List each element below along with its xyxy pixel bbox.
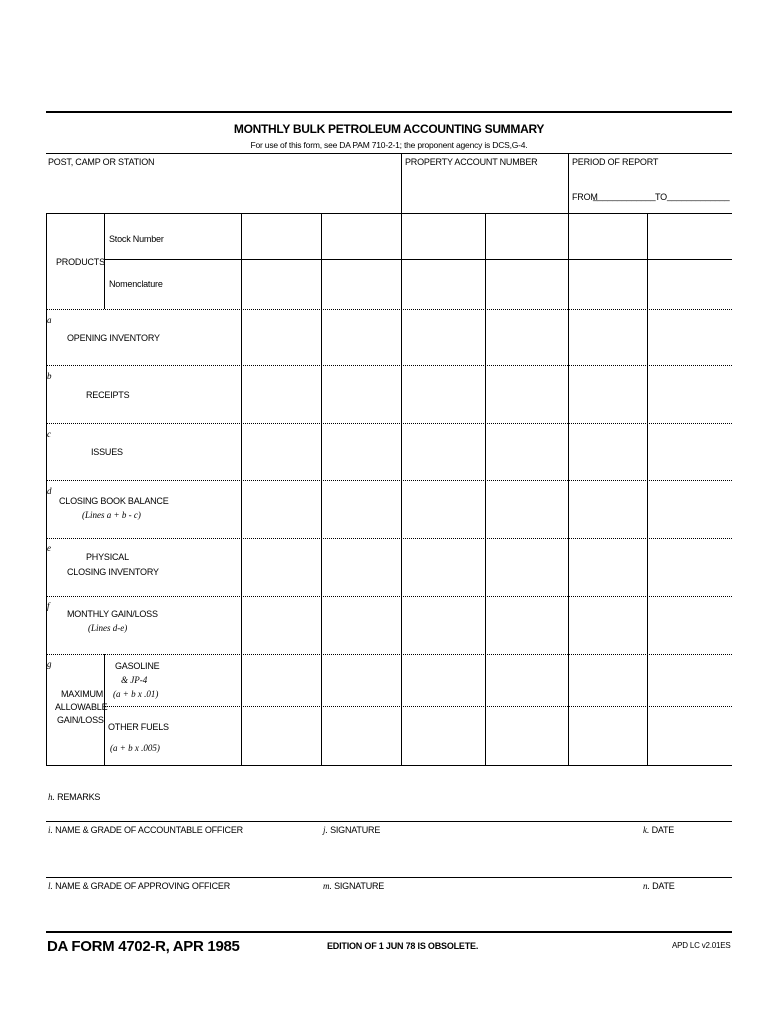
monthly-gain-loss-cell[interactable] (402, 597, 484, 653)
physical-closing-inventory-cell[interactable] (486, 539, 567, 595)
other-fuels-label: OTHER FUELS (108, 722, 169, 732)
physical-closing-inventory-cell[interactable] (322, 539, 400, 595)
max-gain-loss-gasoline-cell[interactable] (402, 655, 484, 705)
row-d-letter: d (47, 486, 52, 496)
max-gain-loss-gasoline-cell[interactable] (569, 655, 646, 705)
row-a-letter: a (47, 315, 52, 325)
stock-number-cell[interactable] (486, 214, 567, 258)
k-text: DATE (651, 825, 675, 835)
closing-book-balance-cell[interactable] (569, 481, 646, 537)
nomenclature-cell[interactable] (402, 260, 484, 308)
receipts-cell[interactable] (569, 366, 646, 422)
l-text: NAME & GRADE OF APPROVING OFFICER (55, 881, 231, 891)
row-g-letter: g (47, 659, 52, 669)
receipts-cell[interactable] (242, 366, 320, 422)
issues-label: ISSUES (91, 447, 123, 457)
opening-inventory-cell[interactable] (322, 310, 400, 364)
closing-book-balance-label: CLOSING BOOK BALANCE (59, 496, 169, 506)
post-camp-station-label: POST, CAMP OR STATION (48, 157, 155, 167)
date-label-k (643, 825, 674, 836)
receipts-cell[interactable] (486, 366, 567, 422)
m-text: SIGNATURE (334, 881, 385, 891)
accountable-officer-label (48, 825, 243, 836)
opening-inventory-cell[interactable] (648, 310, 731, 364)
physical-closing-inventory-cell[interactable] (402, 539, 484, 595)
monthly-gain-loss-cell[interactable] (486, 597, 567, 653)
row-e-letter: e (47, 543, 51, 553)
closing-book-balance-cell[interactable] (648, 481, 731, 537)
footer-top-border (46, 931, 732, 933)
approving-officer-label (48, 881, 230, 892)
opening-inventory-label: OPENING INVENTORY (67, 333, 160, 343)
max-gain-loss-other-cell[interactable] (648, 707, 731, 764)
monthly-gain-loss-cell[interactable] (242, 597, 320, 653)
monthly-gain-loss-label: MONTHLY GAIN/LOSS (67, 609, 158, 619)
max-gain-loss-gasoline-cell[interactable] (648, 655, 731, 705)
signature-label-m (323, 881, 384, 892)
jp4-label: & JP-4 (121, 675, 148, 685)
stock-number-cell[interactable] (569, 214, 646, 258)
approving-date-field[interactable] (642, 892, 732, 930)
max-gain-loss-other-cell[interactable] (569, 707, 646, 764)
version-label: APD LC v2.01ES (672, 941, 731, 950)
physical-closing-inventory-cell[interactable] (648, 539, 731, 595)
accountable-officer-field[interactable] (46, 836, 316, 876)
closing-book-balance-cell[interactable] (402, 481, 484, 537)
form-number: DA FORM 4702-R, APR 1985 (47, 938, 240, 955)
nomenclature-cell[interactable] (486, 260, 567, 308)
receipts-cell[interactable] (322, 366, 400, 422)
closing-book-balance-formula: (Lines a + b - c) (82, 510, 141, 520)
issues-cell[interactable] (402, 424, 484, 479)
sig1-top-line (46, 821, 732, 822)
monthly-gain-loss-cell[interactable] (648, 597, 731, 653)
j-text: SIGNATURE (330, 825, 381, 835)
monthly-gain-loss-formula: (Lines d-e) (88, 623, 128, 633)
row-c-letter: c (47, 429, 51, 439)
nomenclature-cell[interactable] (648, 260, 731, 308)
from-field[interactable]: _____________ (593, 191, 656, 201)
k-letter: k. (643, 825, 650, 835)
i-letter: i. (48, 825, 53, 835)
stock-number-cell[interactable] (242, 214, 320, 258)
max-gain-loss-gasoline-cell[interactable] (322, 655, 400, 705)
i-text: NAME & GRADE OF ACCOUNTABLE OFFICER (55, 825, 243, 835)
form-title: MONTHLY BULK PETROLEUM ACCOUNTING SUMMARY (233, 122, 545, 136)
nomenclature-cell[interactable] (242, 260, 320, 308)
other-fuels-formula: (a + b x .005) (110, 743, 160, 753)
property-account-label: PROPERTY ACCOUNT NUMBER (405, 157, 538, 167)
physical-closing-inventory-cell[interactable] (242, 539, 320, 595)
gasoline-formula: (a + b x .01) (113, 689, 159, 699)
max-gain-loss-other-cell[interactable] (322, 707, 400, 764)
allowable-label: ALLOWABLE (55, 702, 108, 712)
issues-cell[interactable] (486, 424, 567, 479)
physical-label: PHYSICAL (86, 552, 129, 562)
receipts-cell[interactable] (402, 366, 484, 422)
closing-book-balance-cell[interactable] (242, 481, 320, 537)
stock-number-cell[interactable] (322, 214, 400, 258)
gasoline-label: GASOLINE (115, 661, 160, 671)
remarks-letter: h. (48, 792, 55, 802)
stock-number-label: Stock Number (109, 234, 164, 244)
maximum-label: MAXIMUM (61, 689, 104, 699)
products-label: PRODUCTS (56, 257, 105, 267)
max-gain-loss-gasoline-cell[interactable] (242, 655, 320, 705)
n-letter: n. (643, 881, 650, 891)
issues-cell[interactable] (569, 424, 646, 479)
nomenclature-cell[interactable] (569, 260, 646, 308)
closing-inventory-label: CLOSING INVENTORY (67, 567, 159, 577)
issues-cell[interactable] (322, 424, 400, 479)
signature-label-j (323, 825, 380, 836)
post-camp-station-field[interactable] (46, 168, 400, 212)
receipts-cell[interactable] (648, 366, 731, 422)
from-label: FROM (572, 192, 598, 202)
edition-notice: EDITION OF 1 JUN 78 IS OBSOLETE. (327, 941, 479, 951)
row-b-letter: b (47, 371, 52, 381)
accountable-date-field[interactable] (642, 836, 732, 876)
max-gain-loss-gasoline-cell[interactable] (486, 655, 567, 705)
opening-inventory-cell[interactable] (402, 310, 484, 364)
to-field[interactable]: _____________ (667, 191, 730, 201)
to-label: TO (655, 192, 667, 202)
opening-inventory-cell[interactable] (486, 310, 567, 364)
remarks-text: REMARKS (57, 792, 101, 802)
j-letter: j. (323, 825, 328, 835)
header-top-line (46, 153, 732, 154)
approving-officer-field[interactable] (46, 892, 316, 930)
max-gain-loss-other-cell[interactable] (242, 707, 320, 764)
issues-cell[interactable] (648, 424, 731, 479)
header-divider-2 (568, 153, 569, 213)
date-label-n (643, 881, 675, 892)
n-text: DATE (652, 881, 675, 891)
opening-inventory-cell[interactable] (569, 310, 646, 364)
monthly-gain-loss-cell[interactable] (322, 597, 400, 653)
issues-cell[interactable] (242, 424, 320, 479)
l-letter: l. (48, 881, 53, 891)
stock-number-cell[interactable] (648, 214, 731, 258)
monthly-gain-loss-cell[interactable] (569, 597, 646, 653)
max-gain-loss-other-cell[interactable] (486, 707, 567, 764)
period-of-report-label: PERIOD OF REPORT (572, 157, 659, 167)
remarks-field[interactable] (46, 766, 732, 820)
row-f-letter: f (47, 601, 50, 611)
nomenclature-cell[interactable] (322, 260, 400, 308)
accountable-signature-field[interactable] (322, 836, 637, 876)
receipts-label: RECEIPTS (86, 390, 130, 400)
approving-signature-field[interactable] (322, 892, 637, 930)
closing-book-balance-cell[interactable] (486, 481, 567, 537)
gain-loss-label: GAIN/LOSS (57, 715, 104, 725)
sig2-top-line (46, 877, 732, 878)
nomenclature-label: Nomenclature (109, 279, 163, 289)
max-gain-loss-other-cell[interactable] (402, 707, 484, 764)
physical-closing-inventory-cell[interactable] (569, 539, 646, 595)
property-account-field[interactable] (402, 168, 567, 212)
form-subtitle: For use of this form, see DA PAM 710-2-1; the proponent agency is DCS,G-4. (250, 140, 528, 150)
top-border (46, 111, 732, 113)
stock-number-cell[interactable] (402, 214, 484, 258)
closing-book-balance-cell[interactable] (322, 481, 400, 537)
opening-inventory-cell[interactable] (242, 310, 320, 364)
m-letter: m. (323, 881, 332, 891)
